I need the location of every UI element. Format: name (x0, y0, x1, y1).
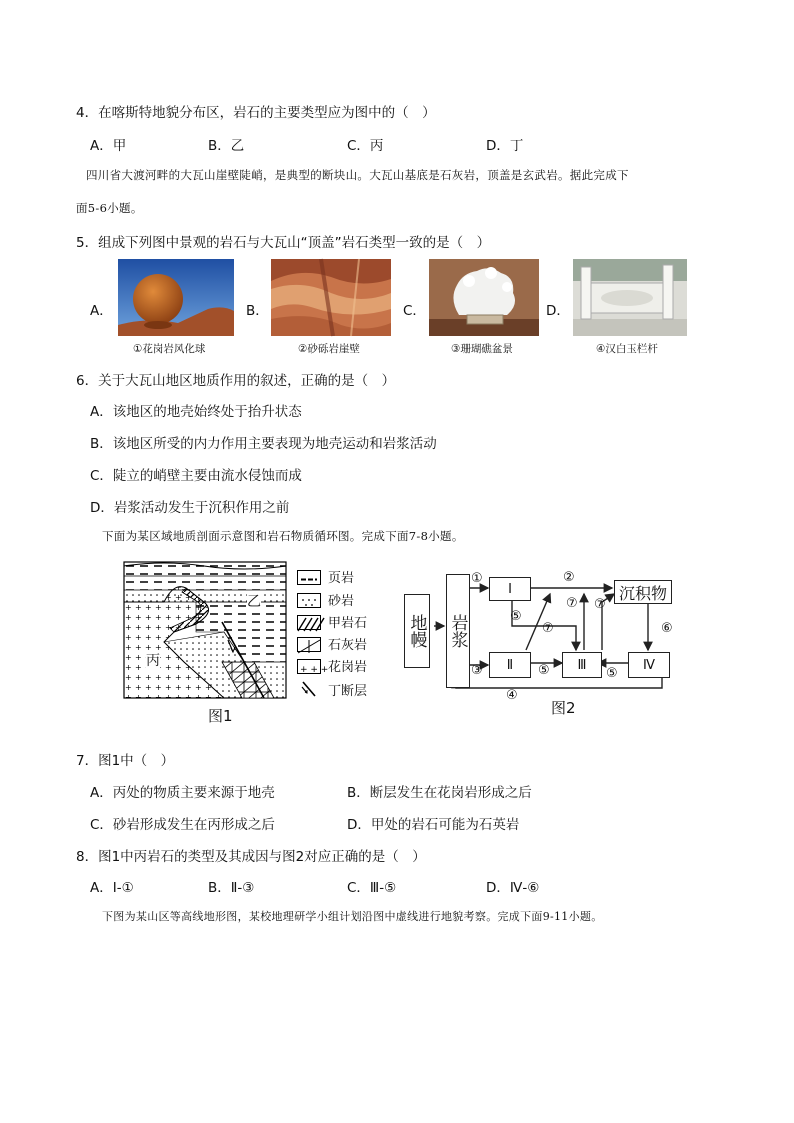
q5-caption-c: ③珊瑚礁盆景 (451, 343, 513, 355)
q7-option-d: D．甲处的岩石可能为石英岩 (347, 817, 520, 833)
legend-sandstone-label: 砂岩 (328, 594, 355, 609)
q6-option-b: B．该地区所受的内力作用主要表现为地壳运动和岩浆活动 (90, 436, 437, 452)
q8-option-a: A．I-① (90, 880, 134, 896)
intro-5-6-line1: 四川省大渡河畔的大瓦山崖壁陡峭，是典型的断块山。大瓦山基底是石灰岩，顶盖是玄武岩。据此完成下 (86, 168, 629, 182)
legend-fault-swatch (300, 680, 320, 702)
fig2-arrow-label-5c: ⑤ (606, 666, 618, 681)
intro-9-11: 下图为某山区等高线地形图，某校地理研学小组计划沿图中虚线进行地貌考察。完成下面9-11小题。 (102, 910, 603, 923)
fig2-arrow-label-7b: ⑦ (566, 596, 578, 611)
coral-bonsai-photo (429, 259, 539, 336)
q5-caption-a: ①花岗岩风化球 (133, 343, 206, 355)
fig2-arrow-label-6: ⑥ (661, 621, 673, 636)
q4-option-a: A．甲 (90, 138, 127, 154)
legend-shale-label: 页岩 (328, 571, 355, 586)
q5-option-d-letter: D． (546, 303, 570, 319)
q7-option-c: C．砂岩形成发生在丙形成之后 (90, 817, 275, 833)
legend-sandstone-swatch (297, 593, 321, 608)
fig2-sediment-box: 沉积物 (614, 580, 672, 604)
legend-fault-label: 丁断层 (328, 684, 368, 699)
legend-granite-swatch (297, 659, 329, 675)
sandstone-cliff-photo (271, 259, 391, 336)
q8-option-c: C．Ⅲ-⑤ (347, 880, 397, 896)
q7-option-a: A．丙处的物质主要来源于地壳 (90, 785, 275, 801)
fig2-arrow-label-4: ④ (506, 688, 518, 703)
q7-stem: 7．图1中（ ） (76, 753, 175, 769)
q5-option-a-letter: A． (90, 303, 113, 319)
white-jade-railing-photo (573, 259, 687, 336)
figure-1-svg (124, 562, 286, 698)
svg-text:+ + +: + + + (300, 665, 329, 675)
fig2-box-III: Ⅲ (562, 652, 602, 678)
q8-option-d: D．Ⅳ-⑥ (486, 880, 540, 896)
fig1-caption: 图1 (208, 707, 233, 725)
fig2-box-I: Ⅰ (489, 577, 531, 601)
q7-option-b: B．断层发生在花岗岩形成之后 (347, 785, 532, 801)
fig2-arrow-label-5a: ⑤ (510, 609, 522, 624)
granite-ball-photo (118, 259, 234, 336)
q8-stem: 8．图1中丙岩石的类型及其成因与图2对应正确的是（ ） (76, 849, 426, 865)
legend-shale-swatch (297, 570, 321, 585)
fig2-box-II: Ⅱ (489, 652, 531, 678)
fig1-label-yi: 乙 (247, 591, 261, 611)
figure-1-profile (124, 562, 286, 698)
q6-stem: 6．关于大瓦山地区地质作用的叙述，正确的是（ ） (76, 373, 396, 389)
fig2-magma-box: 岩浆 (446, 574, 470, 688)
q6-option-d: D．岩浆活动发生于沉积作用之前 (90, 500, 290, 516)
intro-5-6-line2: 面5-6小题。 (76, 201, 143, 215)
q4-option-d: D．丁 (486, 138, 524, 154)
legend-rock-jia-label: 甲岩石 (328, 616, 368, 631)
q5-caption-d: ④汉白玉栏杆 (596, 343, 658, 355)
q8-option-b: B．Ⅱ-③ (208, 880, 255, 896)
q5-option-b-letter: B． (246, 303, 269, 319)
fig2-caption: 图2 (551, 699, 576, 717)
q4-stem: 4．在喀斯特地貌分布区，岩石的主要类型应为图中的（ ） (76, 105, 436, 121)
legend-limestone-swatch (297, 637, 321, 652)
q5-option-c-letter: C． (403, 303, 426, 319)
q5-stem: 5．组成下列图中景观的岩石与大瓦山“顶盖”岩石类型一致的是（ ） (76, 235, 491, 251)
fig2-arrow-label-3: ③ (471, 663, 483, 678)
q4-option-c: C．丙 (347, 138, 384, 154)
intro-7-8: 下面为某区域地质剖面示意图和岩石物质循环图。完成下面7-8小题。 (102, 529, 464, 543)
q6-option-a: A．该地区的地壳始终处于抬升状态 (90, 404, 302, 420)
fig2-arrow-label-5b: ⑤ (538, 663, 550, 678)
q6-option-c: C．陡立的峭壁主要由流水侵蚀而成 (90, 468, 302, 484)
fig2-arrow-label-1: ① (471, 571, 483, 586)
fig2-arrow-label-7c: ⑦ (594, 597, 606, 612)
q4-option-b: B．乙 (208, 138, 245, 154)
fig2-mantle-box: 地幔 (404, 594, 430, 668)
legend-granite-label: 花岗岩 (328, 660, 368, 675)
fig2-arrow-label-7a: ⑦ (542, 621, 554, 636)
legend-limestone-label: 石灰岩 (328, 638, 368, 653)
legend-rock-jia-swatch (297, 615, 321, 630)
fig2-box-IV: Ⅳ (628, 652, 670, 678)
q5-caption-b: ②砂砾岩崖壁 (298, 343, 360, 355)
fig1-label-bing: 丙 (146, 650, 160, 670)
fig2-arrow-label-2: ② (563, 570, 575, 585)
